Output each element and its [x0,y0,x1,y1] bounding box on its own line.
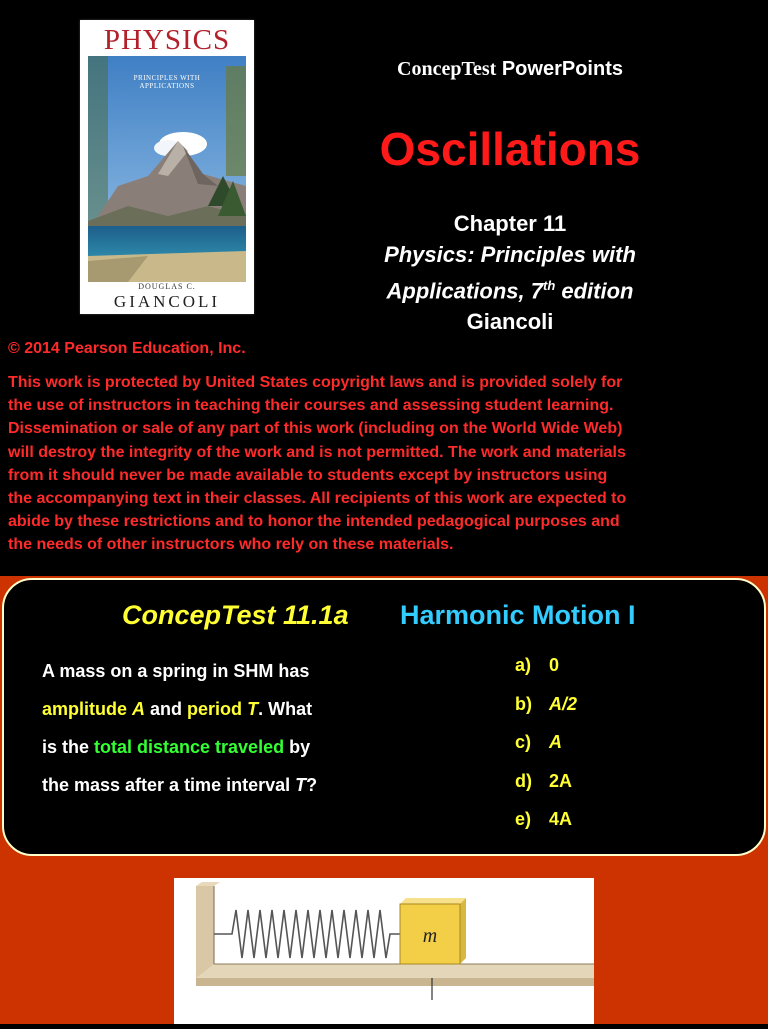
notice-line: from it should never be made available to students except by instructors using [8,466,608,484]
book-subtitle [88,74,246,90]
answer-label: d) [515,770,532,791]
answer-label: e) [515,809,532,829]
answer-value: 0 [549,655,560,675]
q-interval: the mass after a time interval [42,775,296,795]
q-what: . What [258,699,313,719]
answer-label: b) [515,693,532,714]
q-amplitude: amplitude [42,699,128,719]
spring-mass-illustration [174,878,594,1024]
q-period: period [187,699,243,719]
page-title: Oscillations [379,123,641,175]
notice-line: will destroy the integrity of the work and is not permitted. The work and materials [8,443,626,461]
author-name: Giancoli [466,309,554,335]
notice-line: abide by these restrictions and to honor the intended pedagogical purposes and [8,513,620,531]
notice-line: Dissemination or sale of any part of this work (including on the World Wide Web) [8,420,623,438]
answer-option-b[interactable] [515,685,675,724]
chapter-info [340,208,680,337]
spring-mass-diagram [174,878,594,1024]
notice-line: the needs of other instructors who rely on these materials. [8,536,454,554]
conceptest-powerpoints-heading [340,58,680,81]
book-name-line2 [340,270,680,306]
book-subtitle-line2: APPLICATIONS [139,82,195,90]
answer-label: a) [515,655,532,675]
heading-powerpoints: PowerPoints [496,58,623,80]
conceptest-slide [0,576,768,1024]
notice-line: the accompanying text in their classes. All recipients of this work are expected to [8,490,627,508]
q-by: by [284,737,311,757]
book-title: PHYSICS [103,24,231,56]
chapter-number: Chapter 11 [453,211,567,236]
q-interval-symbol: T [295,775,307,795]
answer-option-d[interactable] [515,762,675,801]
question-line1: A mass on a spring in SHM has [42,661,310,681]
answer-value: A [549,732,562,752]
copyright-line: © 2014 Pearson Education, Inc. [8,340,246,357]
conceptest-subtitle: Harmonic Motion I [400,600,636,630]
notice-line: the use of instructors in teaching their courses and assessing student learning. [8,397,614,415]
answer-list [515,646,675,839]
mass-label: m [422,925,438,947]
q-and: and [145,699,188,719]
book-subtitle-line1: PRINCIPLES WITH [133,74,201,82]
question-line2 [42,690,402,728]
copyright-notice [8,371,764,557]
q-question-mark: ? [306,775,318,795]
answer-option-c[interactable] [515,723,675,762]
question-line4 [42,766,402,804]
q-total-distance: total distance traveled [94,737,285,757]
q-is-the: is the [42,737,95,757]
question-text [42,652,402,804]
notice-line: This work is protected by United States copyright laws and is provided solely for [8,374,623,391]
question-panel [2,578,766,856]
answer-value: 2A [549,770,573,791]
answer-value: A/2 [549,693,578,714]
answer-option-e[interactable] [515,800,675,839]
heading-concep: ConcepTest [397,58,497,80]
answer-value: 4A [549,809,573,829]
book-author-last: GIANCOLI [113,292,221,311]
book-name-line2-a: Applications, 7 [386,278,543,304]
edition-superscript: th [542,278,556,293]
conceptest-title: ConcepTest 11.1a [122,600,349,630]
answer-label: c) [515,732,532,752]
book-name-line2-b: edition [555,278,634,304]
answer-option-a[interactable] [515,646,675,685]
q-amplitude-symbol: A [132,699,146,719]
book-cover-image [80,20,254,314]
q-period-symbol: T [247,699,259,719]
book-name-line1: Physics: Principles with [384,242,636,267]
question-line3 [42,728,402,766]
book-author-first: DOUGLAS C. [138,282,196,291]
book-cover-photo [88,56,246,282]
